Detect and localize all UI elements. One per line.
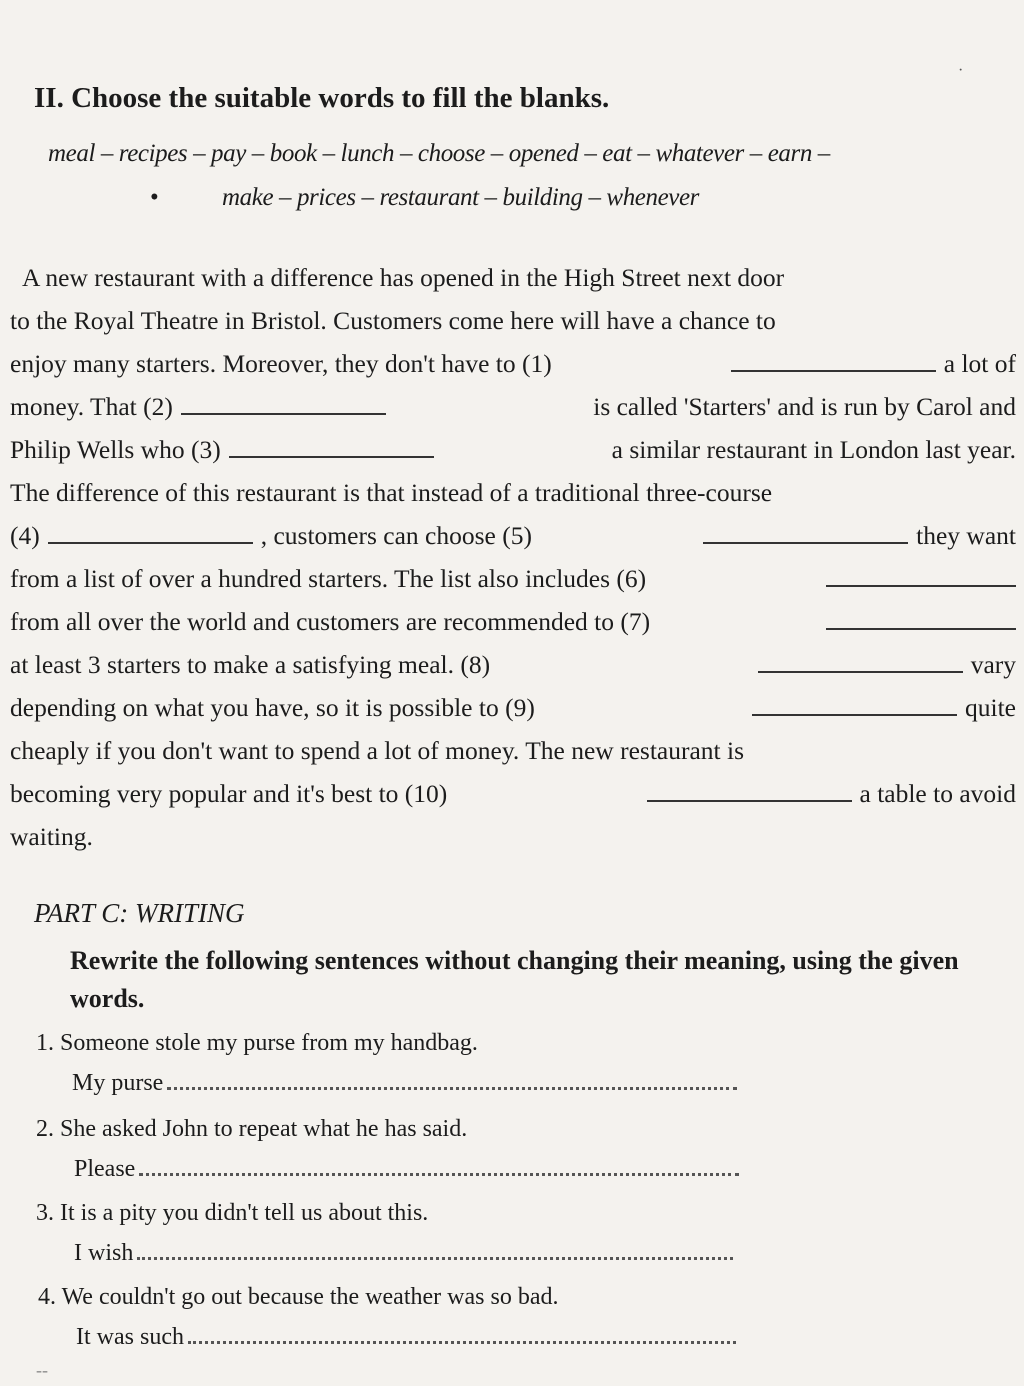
passage-text: they want [916,521,1016,550]
passage-text: cheaply if you don't want to spend a lot of money. The new restaurant is [10,736,744,765]
blank-8[interactable] [758,649,963,673]
answer-line [76,1324,736,1351]
answer-field[interactable] [139,1161,739,1176]
blank-4[interactable] [48,520,253,544]
answer-field[interactable] [167,1075,737,1090]
bullet-mark: • [150,184,159,211]
passage-line [10,514,1016,557]
answer-prompt: My purse [72,1070,164,1096]
blank-2[interactable] [181,391,386,415]
passage-line [10,256,1016,299]
passage-text: from all over the world and customers are recommended to (7) [10,607,651,636]
passage-text: is called 'Starters' and is run by Carol and [593,392,1016,421]
answer-line [74,1156,739,1183]
blank-5[interactable] [703,520,908,544]
passage-text: quite [965,693,1016,722]
blank-10[interactable] [647,778,852,802]
passage-text: at least 3 starters to make a satisfying meal. (8) [10,650,491,679]
answer-prompt: I wish [74,1240,134,1266]
passage-line [10,557,1016,600]
exercise-sentence: 4. We couldn't go out because the weather was so bad. [38,1284,559,1310]
passage-text: , customers can choose (5) [260,521,532,550]
blank-9[interactable] [752,692,957,716]
passage-text: Philip Wells who (3) [10,435,221,464]
passage-line [10,385,1016,428]
passage-text: money. That (2) [10,392,173,421]
passage-text: a table to avoid [859,779,1016,808]
answer-line [74,1240,733,1267]
passage-line [10,600,1016,643]
section-heading: II. Choose the suitable words to fill the blanks. [34,82,610,114]
answer-prompt: It was such [76,1324,184,1350]
stray-mark: · [958,62,964,79]
passage-text: becoming very popular and it's best to (10) [10,779,448,808]
stray-mark: -- [36,1360,48,1380]
passage-line [10,772,1016,815]
exercise-sentence: 2. She asked John to repeat what he has said. [36,1116,468,1142]
exercise-sentence: 1. Someone stole my purse from my handbag. [36,1030,478,1056]
blank-1[interactable] [731,348,936,372]
passage [10,256,1016,858]
passage-line [10,815,1016,858]
passage-line [10,299,1016,342]
passage-text: The difference of this restaurant is that instead of a traditional three-course [10,478,773,507]
writing-instruction: Rewrite the following sentences without changing their meaning, using the given words. [70,946,959,1013]
part-title: PART C: WRITING [34,898,245,928]
answer-prompt: Please [74,1156,136,1182]
passage-text: a lot of [943,349,1016,378]
passage-line [10,729,1016,772]
passage-text: depending on what you have, so it is possible to (9) [10,693,535,722]
passage-text: to the Royal Theatre in Bristol. Customers come here will have a chance to [10,306,776,335]
passage-text: waiting. [10,822,93,851]
passage-line [10,428,1016,471]
passage-text: (4) [10,521,40,550]
answer-field[interactable] [137,1245,733,1260]
passage-text: from a list of over a hundred starters. The list also includes (6) [10,564,647,593]
answer-line [72,1070,737,1097]
passage-text: vary [970,650,1016,679]
word-bank-line-1: meal – recipes – pay – book – lunch – choose – opened – eat – whatever – earn – [48,140,830,167]
passage-line [10,342,1016,385]
passage-text: A new restaurant with a difference has opened in the High Street next door [22,263,785,292]
passage-line [10,643,1016,686]
exercise-sentence: 3. It is a pity you didn't tell us about this. [36,1200,429,1226]
passage-text: a similar restaurant in London last year. [611,435,1016,464]
blank-6[interactable] [826,563,1016,587]
passage-text: enjoy many starters. Moreover, they don't have to (1) [10,349,552,378]
blank-7[interactable] [826,606,1016,630]
blank-3[interactable] [229,434,434,458]
word-bank-line-2: make – prices – restaurant – building – whenever [222,184,700,211]
passage-line [10,686,1016,729]
passage-line [10,471,1016,514]
answer-field[interactable] [188,1329,736,1344]
